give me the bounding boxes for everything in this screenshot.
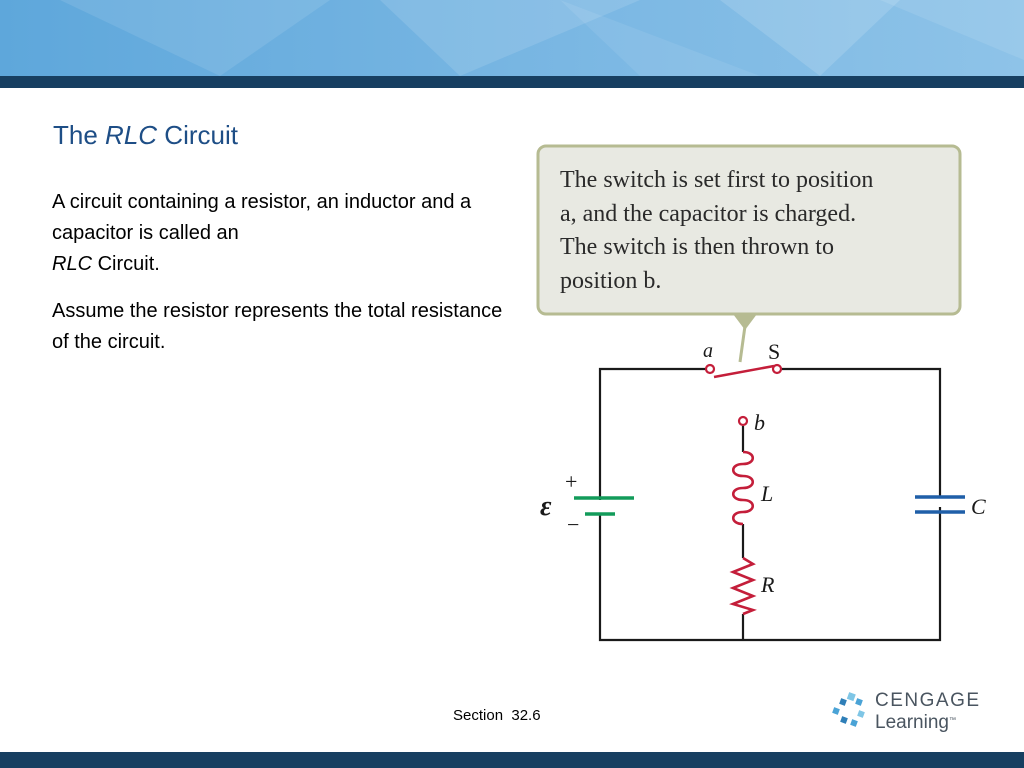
switch-terminal-b bbox=[739, 417, 747, 425]
circuit-diagram bbox=[530, 140, 986, 660]
paragraph-1-italic: RLC bbox=[52, 253, 93, 275]
logo-tm: ™ bbox=[948, 717, 956, 724]
paragraph-1 bbox=[52, 187, 512, 280]
logo-brand: CENGAGE bbox=[875, 690, 981, 711]
bottom-bar bbox=[0, 752, 1024, 768]
switch-terminal-a bbox=[706, 365, 714, 373]
label-emf: ε bbox=[540, 491, 552, 522]
switch-blade bbox=[714, 366, 774, 377]
logo-sub-text: Learning bbox=[875, 712, 949, 733]
title-suffix: Circuit bbox=[164, 120, 238, 150]
label-a: a bbox=[703, 340, 713, 362]
callout-line-4: position b. bbox=[560, 268, 662, 294]
slide-body bbox=[52, 187, 512, 374]
wire-right-top bbox=[780, 369, 940, 497]
label-plus: + bbox=[565, 469, 578, 494]
inductor-coil bbox=[733, 452, 753, 524]
paragraph-1-end: Circuit. bbox=[97, 253, 160, 275]
top-banner bbox=[0, 0, 1024, 88]
label-r: R bbox=[761, 572, 775, 597]
cengage-logo bbox=[830, 688, 990, 738]
paragraph-1-text: A circuit containing a resistor, an inductor and a capacitor is called an bbox=[52, 191, 472, 244]
paragraph-2: Assume the resistor represents the total resistance of the circuit. bbox=[52, 300, 503, 353]
banner-graphic bbox=[0, 0, 1024, 88]
switch-terminal-s bbox=[773, 365, 781, 373]
label-l: L bbox=[761, 481, 774, 506]
wire-left-top bbox=[600, 369, 706, 500]
callout-line-3: The switch is then thrown to bbox=[560, 234, 834, 260]
label-c: C bbox=[971, 494, 986, 519]
callout-line-2: a, and the capacitor is charged. bbox=[560, 201, 857, 227]
resistor-zigzag bbox=[733, 558, 753, 614]
title-italic: RLC bbox=[105, 120, 158, 150]
label-s: S bbox=[768, 339, 781, 364]
cengage-mark-icon bbox=[830, 691, 870, 731]
callout-leader bbox=[740, 326, 745, 362]
slide-title bbox=[53, 120, 238, 151]
label-b: b bbox=[754, 410, 765, 435]
section-number: Section 32.6 bbox=[453, 707, 541, 724]
logo-sub bbox=[875, 712, 956, 734]
callout-line-1: The switch is set first to position bbox=[560, 167, 874, 193]
rlc-circuit-figure bbox=[530, 140, 986, 660]
title-prefix: The bbox=[53, 120, 98, 150]
label-minus: − bbox=[567, 512, 580, 537]
